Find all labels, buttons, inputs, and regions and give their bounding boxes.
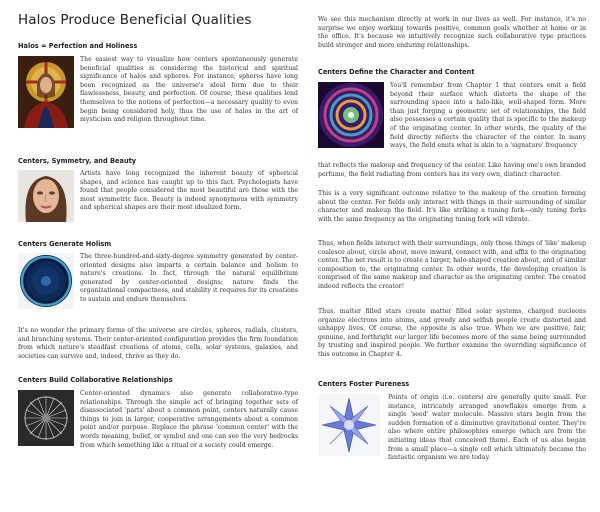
heading-halos: Halos = Perfection and Holiness <box>18 42 138 50</box>
text-collaborative: Center-oriented dynamics also generate collaborative-type relationships. Through the simple act of bringing together sets of disassociated 'parts' about a common point, centers naturally cause things to join in larger, cooperative arrangements about a common point and/or purpose. Replace the phrase 'common center' with the words meaning, belief, or symbol and one can see the very bedrocks from which something like a ritual or a society could emerge. <box>80 390 298 449</box>
heading-holism: Centers Generate Holism <box>18 240 112 248</box>
text-halos: The easiest way to visualize how centers spontaneously generate beneficial qualities is considering the historical and spiritual significance of halos and spheres. For instance, spheres have long been recognized as the universe's ideal form due to their flawlessness, beauty, and perfection. Of course, these qualities lend themselves to the notions of perfection—a necessary quality to even begin being considered holy, thus the use of halos in the art of mysticism and religion throughout time. <box>80 56 298 124</box>
heading-pureness: Centers Foster Pureness <box>318 380 410 388</box>
symmetric-face-icon <box>18 170 74 222</box>
crystal-cluster-icon <box>318 394 380 456</box>
text-holism-2: It's no wonder the primary forms of the universe are circles, spheres, radials, clusters, and branching systems. Their center-oriented configuration provides the firm foundation from which nature's steadfast creations of atoms, cells, solar systems, galaxies, and societies can survive and, indeed, thrive as they do. <box>18 327 298 360</box>
text-pureness: Points of origin (i.e. centers) are generally quite small. For instance, intricately arranged snowflakes emerge from a single 'seed' water molecule. Massive stars begin from the sudden formation of a diminutive gravitational center. They're also where entire philosophies emerge (which are from the initiating ideas that conceived them). Each of us also began from a small place—a single cell which ultimately became the fantastic organism we are today. <box>388 394 586 462</box>
text-character: You'll remember from Chapter 1 that centers emit a field beyond their surface which distorts the shape of the surrounding space into a halo-like, well-shaped form. More than just forging a geometric set of relationships, the field also possesses a certain quality that is specific to the makeup of the originating center. In other words, the quality of the field directly reflects the character of the center. In many ways, the field emits what is akin to a 'signature' frequency <box>390 82 586 150</box>
radiating-field-icon <box>318 82 384 148</box>
blue-cell-icon <box>18 253 74 309</box>
text-matter: Thus, matter filled stars create matter filled solar systems, charged nucleons organize electrons into atoms, and greedy and selfish people create distorted and unhappy lives. Of course, the opposite is also true. When we are positive, fair, genuine, and forthright our larger life becomes more of the same being surrounded by trusting and inspired people. We further examine the overriding significance of this outcome in Chapter 4. <box>318 308 586 358</box>
text-interaction: Thus, when fields interact with their surroundings, only those things of 'like' makeup coalesce about, circle about, move inward, connect with, and affix to the originating center. The net result is to create a larger, halo-shaped creation about, and of similar composition to, the originating center. In other words, the developing creation is comprised of the same makeup and character as the originating center. The created indeed reflects the creator! <box>318 240 586 290</box>
text-symmetry: Artists have long recognized the inherent beauty of spherical shapes, and science has caught up to this fact. Psychologists have found that people considered the most beautiful are those with the most symmetric face. Beauty is indeed synonymous with symmetry and spherical shapes are their most idealized form. <box>80 170 298 212</box>
heading-symmetry: Centers, Symmetry, and Beauty <box>18 157 137 165</box>
text-character-cont: that reflects the makeup and frequency of the center. Like having one's own branded perfume, the field radiating from centers has its very own, distinct character. <box>318 162 586 178</box>
heading-collaborative: Centers Build Collaborative Relationships <box>18 376 173 384</box>
text-significant: This is a very significant outcome relative to the makeup of the creation forming about the center. For fields only interact with things in their surrounding of similar character and makeup the field. It's like striking a tuning fork—only tuning forks with the same frequency as the originating tuning fork will vibrate. <box>318 190 586 223</box>
dandelion-icon <box>18 390 74 446</box>
heading-character: Centers Define the Character and Content <box>318 68 475 76</box>
text-intro: We see this mechanism directly at work in our lives as well. For instance, it's no surprise we enjoy working towards positive, common goals whether at home or in the office. It's because we intuitively recognize such collaborative type practices build stronger and more enduring relationships. <box>318 16 586 49</box>
jesus-halo-icon <box>18 56 74 128</box>
page-title: Halos Produce Beneficial Qualities <box>18 12 252 28</box>
text-holism: The three-hundred-and-sixty-degree symmetry generated by center-oriented designs also imparts a certain balance and holism to nature's creations. In fact, through the natural equilibrium generated by center-oriented designs; nature finds the organizational compactness, and stability it requires for its creations to sustain and endure themselves. <box>80 253 298 303</box>
